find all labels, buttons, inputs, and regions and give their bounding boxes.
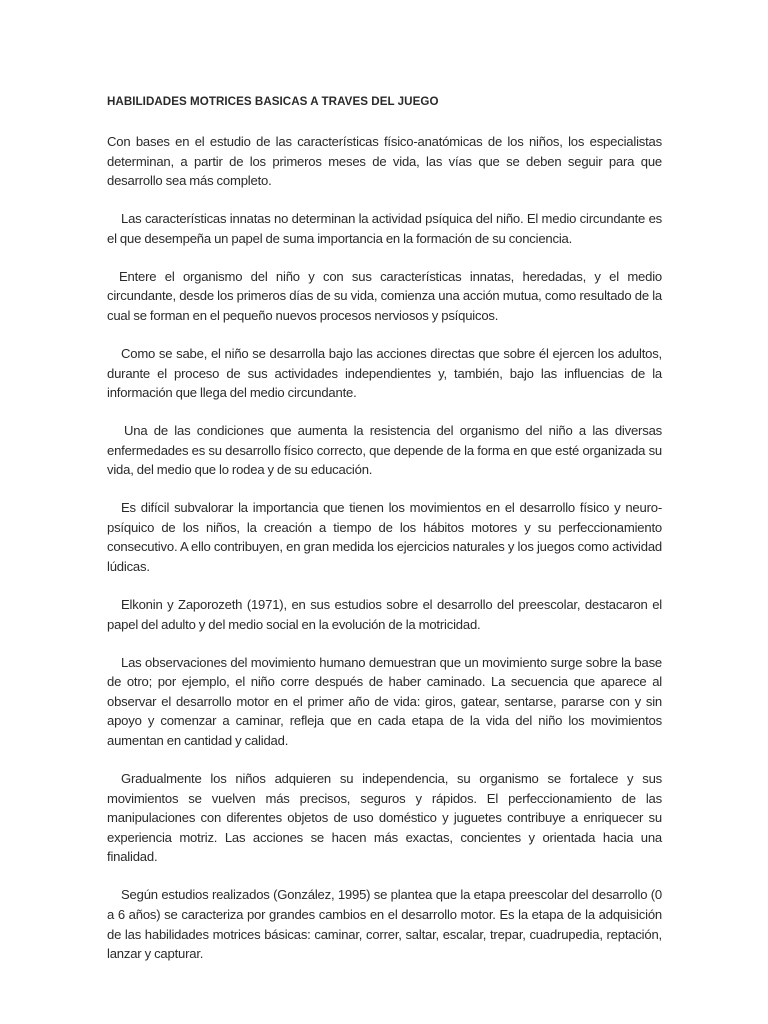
paragraph-10: Según estudios realizados (González, 1995) se plantea que la etapa preescolar del desarrollo (0 a 6 años) se caracteriza por grandes cambios en el desarrollo motor. Es la etapa de la adquisición de las habilidades motrices básicas: caminar, correr, saltar, escalar, trepar, cuadrupedia, reptación, lanzar y capturar. (107, 887, 662, 962)
paragraph-9: Gradualmente los niños adquieren su independencia, su organismo se fortalece y sus movimientos se vuelven más precisos, seguros y rápidos. El perfeccionamiento de las manipulaciones con diferentes objetos de uso doméstico y juguetes contribuye a enriquecer su experiencia motriz. Las acciones se hacen más exactas, concientes y orientada hacia una finalidad. (107, 770, 662, 865)
paragraph-1: Con bases en el estudio de las características físico-anatómicas de los niños, los especialistas determinan, a partir de los primeros meses de vida, las vías que se deben seguir para que desarrollo sea más completo. (107, 134, 662, 189)
paragraph-3: Entere el organismo del niño y con sus características innatas, heredadas, y el medio circundante, desde los primeros días de su vida, comienza una acción mutua, como resultado de la cual se forman en el pequeño nuevos procesos nerviosos y psíquicos. (107, 268, 662, 323)
paragraph-6: Es difícil subvalorar la importancia que tienen los movimientos en el desarrollo físico y neuro-psíquico de los niños, la creación a tiempo de los hábitos motores y su perfeccionamiento consecutivo. A ello contribuyen, en gran medida los ejercicios naturales y los juegos como actividad lúdicas. (107, 500, 662, 575)
paragraph-2: Las características innatas no determinan la actividad psíquica del niño. El medio circundante es el que desempeña un papel de suma importancia en la formación de su conciencia. (107, 211, 662, 246)
paragraph-7: Elkonin y Zaporozeth (1971), en sus estudios sobre el desarrollo del preescolar, destacaron el papel del adulto y del medio social en la evolución de la motricidad. (107, 597, 662, 632)
paragraph-8: Las observaciones del movimiento humano demuestran que un movimiento surge sobre la base de otro; por ejemplo, el niño corre después de haber caminado. La secuencia que aparece al observar el desarrollo motor en el primer año de vida: giros, gatear, sentarse, pararse con y sin apoyo y comenzar a caminar, refleja que en cada etapa de la vida del niño los movimientos aumentan en cantidad y calidad. (107, 654, 662, 748)
paragraph-4: Como se sabe, el niño se desarrolla bajo las acciones directas que sobre él ejercen los adultos, durante el proceso de sus actividades independientes y, también, bajo las influencias de la información que llega del medio circundante. (107, 345, 662, 401)
document-title: HABILIDADES MOTRICES BASICAS A TRAVES DEL JUEGO (107, 95, 439, 108)
paragraph-5: Una de las condiciones que aumenta la resistencia del organismo del niño a las diversas enfermedades es su desarrollo físico correcto, que depende de la forma en que esté organizada su vida, del medio que lo rodea y de su educación. (107, 423, 662, 478)
